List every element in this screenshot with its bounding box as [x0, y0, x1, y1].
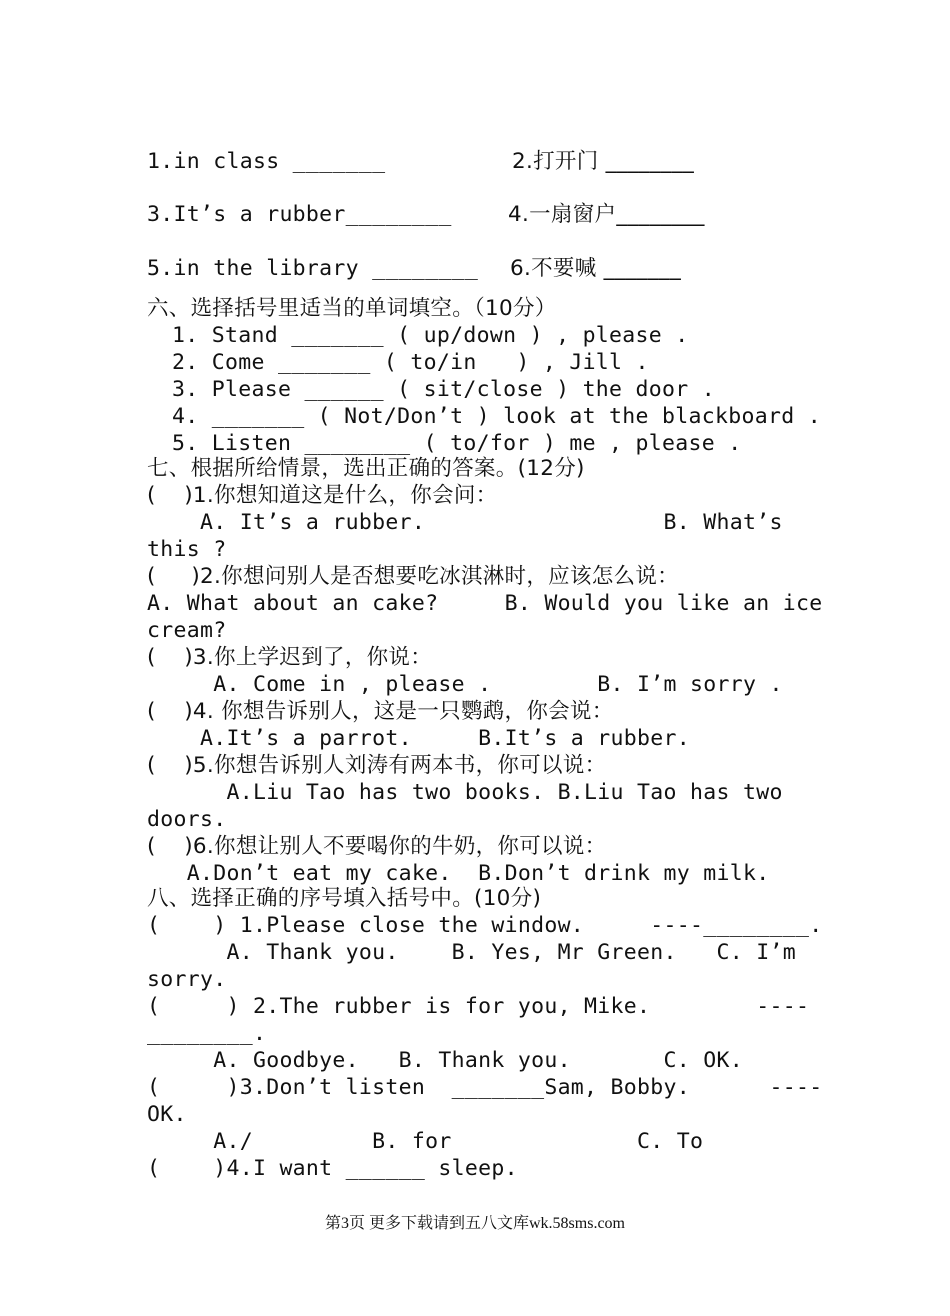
section6-item-4: 4. _______ ( Not/Don’t ) look at the blackboard .	[172, 404, 821, 429]
section8-line: A./ B. for C. To	[147, 1129, 704, 1154]
section8-line: OK.	[147, 1102, 187, 1127]
section8-line: sorry.	[147, 967, 227, 992]
section8-line: ( ) 1.Please close the window. ----________.	[147, 913, 823, 938]
page-footer: 第3页 更多下载请到五八文库wk.58sms.com	[324, 1215, 625, 1232]
pair-1: 1.in class _______	[147, 149, 386, 174]
section8-line: ( )4.I want ______ sleep.	[147, 1156, 518, 1181]
section7-line: ( )1.你想知道这是什么，你会问：	[147, 483, 498, 508]
section7-line: cream?	[147, 618, 227, 643]
section7-line: ( )4. 你想告诉别人，这是一只鹦鹉，你会说：	[147, 699, 614, 724]
section7-line: doors.	[147, 807, 227, 832]
pair-4: 4.一扇窗户________	[508, 202, 705, 227]
section6-heading: 六、选择括号里适当的单词填空。（10分）	[147, 296, 557, 321]
section6-item-5: 5. Listen ________ ( to/for ) me , please .	[172, 431, 742, 456]
section7-line: A. What about an cake? B. Would you like an ice	[147, 591, 823, 616]
section7-line: A. Come in , please . B. I’m sorry .	[147, 672, 783, 697]
section7-line: ( )5.你想告诉别人刘涛有两本书，你可以说：	[147, 753, 607, 778]
section8-heading: 八、选择正确的序号填入括号中。(10分)	[147, 886, 542, 911]
section6-item-2: 2. Come _______ ( to/in ) , Jill .	[172, 350, 649, 375]
section8-line: ( )3.Don’t listen _______Sam, Bobby. ----	[147, 1075, 823, 1100]
pair-3: 3.It’s a rubber________	[147, 202, 452, 227]
pair-6: 6.不要喊 _______	[510, 256, 681, 281]
section7-line: ( )2.你想问别人是否想要吃冰淇淋时，应该怎么说：	[147, 564, 679, 589]
section8-line: ________.	[147, 1021, 267, 1046]
section7-line: A.Don’t eat my cake. B.Don’t drink my milk.	[147, 861, 770, 886]
section7-line: ( )6.你想让别人不要喝你的牛奶，你可以说：	[147, 834, 607, 859]
section8-line: A. Thank you. B. Yes, Mr Green. C. I’m	[147, 940, 796, 965]
section7-line: A.Liu Tao has two books. B.Liu Tao has two	[147, 780, 783, 805]
section8-line: A. Goodbye. B. Thank you. C. OK.	[147, 1048, 743, 1073]
section8-line: ( ) 2.The rubber is for you, Mike. ----	[147, 994, 810, 1019]
pair-5: 5.in the library ________	[147, 256, 479, 281]
section7-line: this ?	[147, 537, 227, 562]
section6-item-1: 1. Stand _______ ( up/down ) , please .	[172, 323, 689, 348]
section6-item-3: 3. Please ______ ( sit/close ) the door .	[172, 377, 716, 402]
section7-line: A.It’s a parrot. B.It’s a rubber.	[147, 726, 691, 751]
section7-line: ( )3.你上学迟到了，你说：	[147, 645, 433, 670]
section7-line: A. It’s a rubber. B. What’s	[147, 510, 783, 535]
section7-heading: 七、根据所给情景，选出正确的答案。(12分)	[147, 456, 585, 481]
pair-2: 2.打开门 ________	[512, 149, 695, 174]
